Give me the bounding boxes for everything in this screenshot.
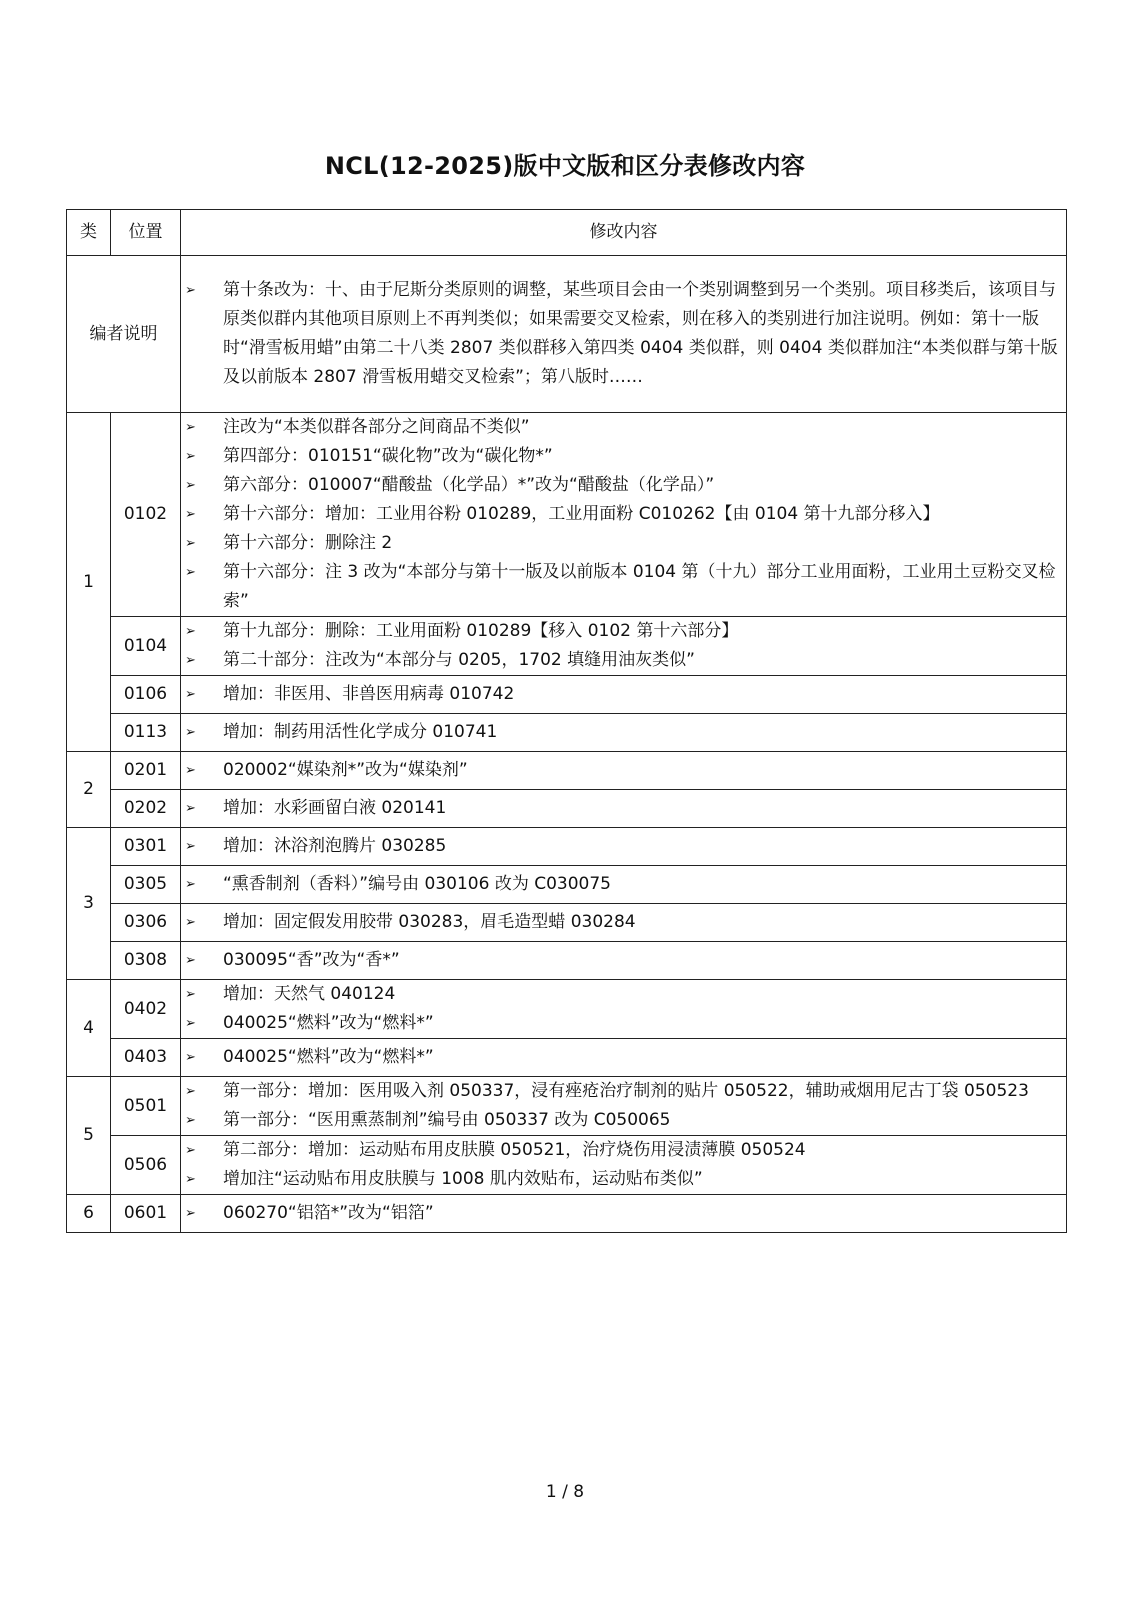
position-code: 0506: [111, 1136, 181, 1195]
table-row: [67, 752, 1067, 790]
change-text: 注改为“本类似群各部分之间商品不类似”: [223, 417, 530, 437]
change-item: [181, 1077, 1066, 1106]
change-item: [181, 500, 1066, 529]
change-item: [181, 1106, 1066, 1135]
table-row: [67, 828, 1067, 866]
position-code: 0102: [111, 413, 181, 617]
position-code: 0202: [111, 790, 181, 828]
arrow-bullet-icon: ➢: [185, 565, 196, 580]
change-text: 增加：非医用、非兽医用病毒 010742: [223, 684, 515, 704]
arrow-bullet-icon: ➢: [185, 624, 196, 639]
position-code: 0308: [111, 942, 181, 980]
position-code: 0113: [111, 714, 181, 752]
change-content: [181, 413, 1067, 617]
arrow-bullet-icon: ➢: [185, 1084, 196, 1099]
arrow-bullet-icon: ➢: [185, 449, 196, 464]
change-item: [181, 680, 1066, 709]
page-title: NCL(12-2025)版中文版和区分表修改内容: [324, 152, 806, 180]
change-item: [181, 1136, 1066, 1165]
class-number: 6: [67, 1195, 111, 1233]
change-item: [181, 558, 1066, 616]
change-text: 030095“香”改为“香*”: [223, 950, 400, 970]
class-number: 3: [67, 828, 111, 980]
change-content: [181, 1077, 1067, 1136]
editor-note-row: [67, 256, 1067, 413]
change-item: [181, 794, 1066, 823]
change-text: 第一部分：增加：医用吸入剂 050337，浸有痤疮治疗制剂的贴片 050522，辅助戒烟用尼古丁袋 050523: [223, 1081, 1029, 1101]
editor-note-label: 编者说明: [67, 256, 181, 413]
change-item: [181, 1043, 1066, 1072]
change-item: [181, 946, 1066, 975]
table-row: [67, 790, 1067, 828]
change-content: [181, 1195, 1067, 1233]
header-content: 修改内容: [181, 210, 1067, 256]
change-content: [181, 790, 1067, 828]
change-item: [181, 413, 1066, 442]
arrow-bullet-icon: ➢: [185, 1172, 196, 1187]
arrow-bullet-icon: ➢: [185, 507, 196, 522]
header-class: 类: [67, 210, 111, 256]
change-text: 增加注“运动贴布用皮肤膜与 1008 肌内效贴布，运动贴布类似”: [223, 1169, 703, 1189]
table-row: [67, 676, 1067, 714]
change-item: [181, 870, 1066, 899]
change-text: 第十九部分：删除：工业用面粉 010289【移入 0102 第十六部分】: [223, 621, 739, 641]
arrow-bullet-icon: ➢: [185, 420, 196, 435]
table-row: [67, 714, 1067, 752]
table-row: [67, 866, 1067, 904]
change-item: [181, 529, 1066, 558]
position-code: 0301: [111, 828, 181, 866]
arrow-bullet-icon: ➢: [185, 725, 196, 740]
change-item: [181, 1199, 1066, 1228]
arrow-bullet-icon: ➢: [185, 478, 196, 493]
change-content: [181, 904, 1067, 942]
change-item: [181, 276, 1066, 392]
change-text: 040025“燃料”改为“燃料*”: [223, 1047, 434, 1067]
table-row: [67, 1039, 1067, 1077]
arrow-bullet-icon: ➢: [185, 801, 196, 816]
arrow-bullet-icon: ➢: [185, 763, 196, 778]
class-number: 5: [67, 1077, 111, 1195]
position-code: 0305: [111, 866, 181, 904]
table-row: [67, 617, 1067, 676]
change-item: [181, 617, 1066, 646]
position-code: 0306: [111, 904, 181, 942]
change-content: [181, 714, 1067, 752]
arrow-bullet-icon: ➢: [185, 1143, 196, 1158]
change-text: 第六部分：010007“醋酸盐（化学品）*”改为“醋酸盐（化学品）”: [223, 475, 715, 495]
arrow-bullet-icon: ➢: [185, 1113, 196, 1128]
position-code: 0601: [111, 1195, 181, 1233]
change-text: 第二十部分：注改为“本部分与 0205，1702 填缝用油灰类似”: [223, 650, 695, 670]
change-item: [181, 471, 1066, 500]
change-content: [181, 752, 1067, 790]
arrow-bullet-icon: ➢: [185, 877, 196, 892]
change-text: 第十六部分：注 3 改为“本部分与第十一版及以前版本 0104 第（十九）部分工业用面粉，工业用土豆粉交叉检索”: [223, 562, 1056, 611]
changes-table: [66, 209, 1067, 1233]
change-text: 060270“铝箔*”改为“铝箔”: [223, 1203, 434, 1223]
table-row: [67, 904, 1067, 942]
table-row: [67, 1077, 1067, 1136]
change-text: 增加：沐浴剂泡腾片 030285: [223, 836, 447, 856]
change-content: [181, 942, 1067, 980]
position-code: 0402: [111, 980, 181, 1039]
change-content: [181, 1136, 1067, 1195]
change-content: [181, 617, 1067, 676]
change-text: 第十六部分：增加：工业用谷粉 010289，工业用面粉 C010262【由 0104 第十九部分移入】: [223, 504, 940, 524]
position-code: 0403: [111, 1039, 181, 1077]
arrow-bullet-icon: ➢: [185, 839, 196, 854]
change-content: [181, 828, 1067, 866]
change-item: [181, 442, 1066, 471]
arrow-bullet-icon: ➢: [185, 283, 196, 298]
change-text: 第十六部分：删除注 2: [223, 533, 393, 553]
change-content: [181, 676, 1067, 714]
header-position: 位置: [111, 210, 181, 256]
arrow-bullet-icon: ➢: [185, 653, 196, 668]
table-row: [67, 413, 1067, 617]
table-row: [67, 980, 1067, 1039]
table-row: [67, 942, 1067, 980]
arrow-bullet-icon: ➢: [185, 1050, 196, 1065]
change-text: 第二部分：增加：运动贴布用皮肤膜 050521，治疗烧伤用浸渍薄膜 050524: [223, 1140, 806, 1160]
change-text: 第十条改为：十、由于尼斯分类原则的调整，某些项目会由一个类别调整到另一个类别。项目移类后，该项目与原类似群内其他项目原则上不再判类似；如果需要交叉检索，则在移入的类别进行加注说明。例如：第十一版时“滑雪板用蜡”由第二十八类 2807 类似群移入第四类 0404 类似群，则 0404 类似群加注“本类似群与第十版及以前版本 2807 滑雪板用蜡交叉检索”；第八版时……: [223, 280, 1058, 387]
change-item: [181, 1009, 1066, 1038]
change-item: [181, 646, 1066, 675]
table-row: [67, 1195, 1067, 1233]
change-item: [181, 980, 1066, 1009]
position-code: 0501: [111, 1077, 181, 1136]
position-code: 0201: [111, 752, 181, 790]
table-row: [67, 1136, 1067, 1195]
arrow-bullet-icon: ➢: [185, 1016, 196, 1031]
change-item: [181, 908, 1066, 937]
change-item: [181, 756, 1066, 785]
change-text: 第一部分：“医用熏蒸制剂”编号由 050337 改为 C050065: [223, 1110, 671, 1130]
change-text: “熏香制剂（香料）”编号由 030106 改为 C030075: [223, 874, 611, 894]
class-number: 1: [67, 413, 111, 752]
position-code: 0106: [111, 676, 181, 714]
arrow-bullet-icon: ➢: [185, 987, 196, 1002]
change-text: 040025“燃料”改为“燃料*”: [223, 1013, 434, 1033]
change-text: 增加：天然气 040124: [223, 984, 396, 1004]
arrow-bullet-icon: ➢: [185, 915, 196, 930]
page-number: 1 / 8: [545, 1482, 585, 1502]
arrow-bullet-icon: ➢: [185, 687, 196, 702]
arrow-bullet-icon: ➢: [185, 536, 196, 551]
change-content: [181, 866, 1067, 904]
table-header-row: [67, 210, 1067, 256]
change-content: [181, 980, 1067, 1039]
arrow-bullet-icon: ➢: [185, 1206, 196, 1221]
class-number: 4: [67, 980, 111, 1077]
change-item: [181, 1165, 1066, 1194]
change-content: [181, 1039, 1067, 1077]
position-code: 0104: [111, 617, 181, 676]
change-item: [181, 832, 1066, 861]
change-text: 020002“媒染剂*”改为“媒染剂”: [223, 760, 468, 780]
change-text: 增加：制药用活性化学成分 010741: [223, 722, 498, 742]
arrow-bullet-icon: ➢: [185, 953, 196, 968]
editor-note-content: [181, 256, 1067, 413]
class-number: 2: [67, 752, 111, 828]
change-item: [181, 718, 1066, 747]
change-text: 增加：水彩画留白液 020141: [223, 798, 447, 818]
change-text: 第四部分：010151“碳化物”改为“碳化物*”: [223, 446, 553, 466]
change-text: 增加：固定假发用胶带 030283，眉毛造型蜡 030284: [223, 912, 636, 932]
table-body: [67, 256, 1067, 1233]
